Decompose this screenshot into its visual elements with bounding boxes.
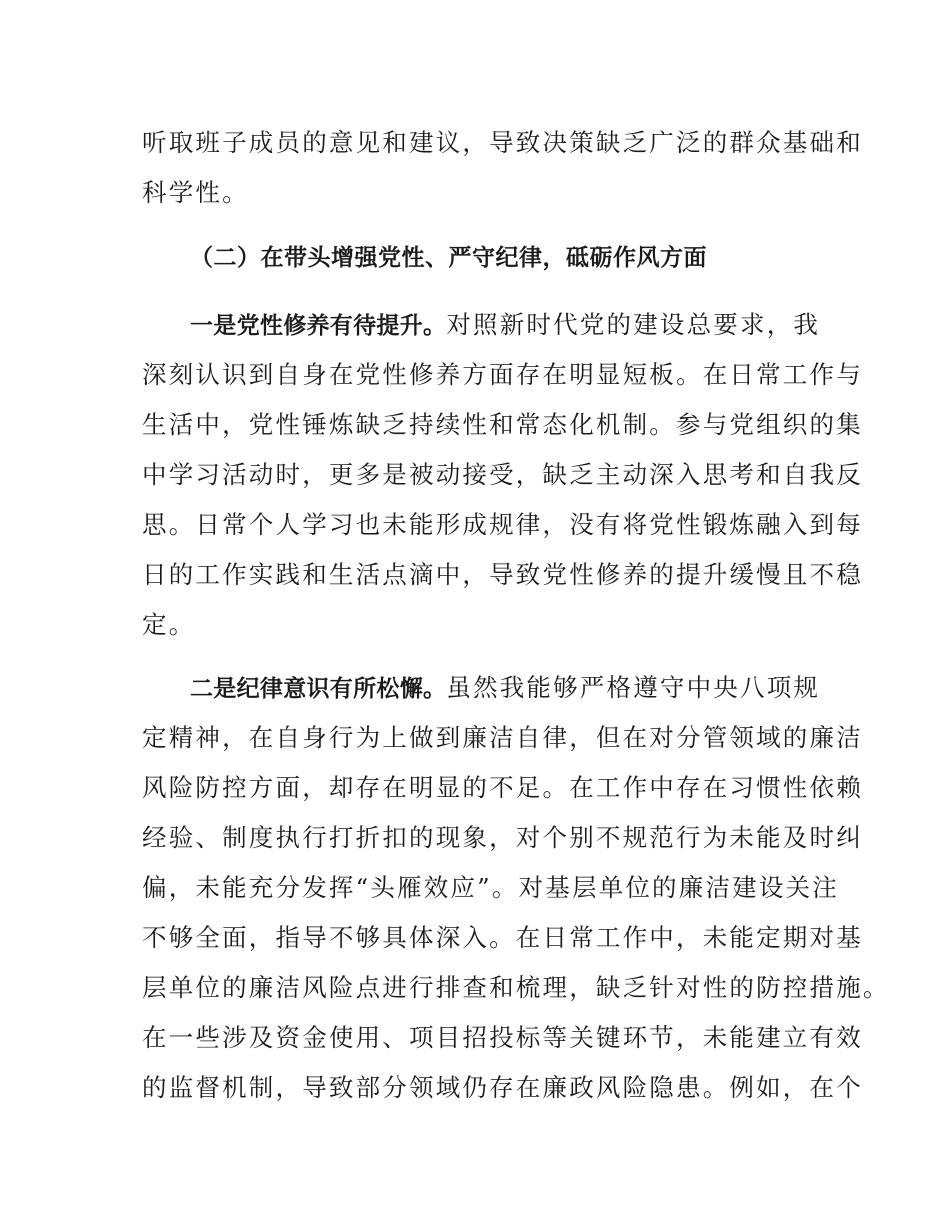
section-heading: （二）在带头增强党性、严守纪律，砥砺作风方面 [190, 245, 707, 271]
body-text-line: 思。日常个人学习也未能形成规律，没有将党性锻炼融入到每 [142, 510, 863, 539]
body-text-line: 层单位的廉洁风险点进行排查和梳理，缺乏针对性的防控措施。 [142, 973, 890, 1002]
paragraph-first-line [190, 310, 820, 341]
paragraph-first-line [190, 673, 820, 704]
body-text-line: 定。 [142, 610, 196, 639]
body-text-line: 深刻认识到自身在党性修养方面存在明显短板。在日常工作与 [142, 360, 863, 389]
body-text-line: 定精神，在自身行为上做到廉洁自律，但在对分管领域的廉洁 [142, 723, 863, 752]
body-text-line: 经验、制度执行打折扣的现象，对个别不规范行为未能及时纠 [142, 823, 863, 852]
body-text-line: 科学性。 [142, 178, 249, 207]
body-text-line: 不够全面，指导不够具体深入。在日常工作中，未能定期对基 [142, 923, 863, 952]
paragraph-lead: 一是党性修养有待提升。 [190, 313, 447, 339]
body-text-line: 在一些涉及资金使用、项目招投标等关键环节，未能建立有效 [142, 1023, 863, 1052]
body-text-line: 风险防控方面，却存在明显的不足。在工作中存在习惯性依赖 [142, 773, 863, 802]
paragraph-lead: 二是纪律意识有所松懈。 [190, 676, 447, 702]
body-text-line: 的监督机制，导致部分领域仍存在廉政风险隐患。例如，在个 [142, 1073, 863, 1102]
body-text-line: 日的工作实践和生活点滴中，导致党性修养的提升缓慢且不稳 [142, 560, 863, 589]
body-text-line: 听取班子成员的意见和建议，导致决策缺乏广泛的群众基础和 [142, 128, 863, 157]
body-text-line: 中学习活动时，更多是被动接受，缺乏主动深入思考和自我反 [142, 460, 863, 489]
paragraph-text: 虽然我能够严格遵守中央八项规 [446, 673, 821, 702]
body-text-line: 偏，未能充分发挥“头雁效应”。对基层单位的廉洁建设关注 [142, 873, 839, 902]
paragraph-text: 对照新时代党的建设总要求，我 [446, 310, 821, 339]
body-text-line: 生活中，党性锤炼缺乏持续性和常态化机制。参与党组织的集 [142, 410, 863, 439]
